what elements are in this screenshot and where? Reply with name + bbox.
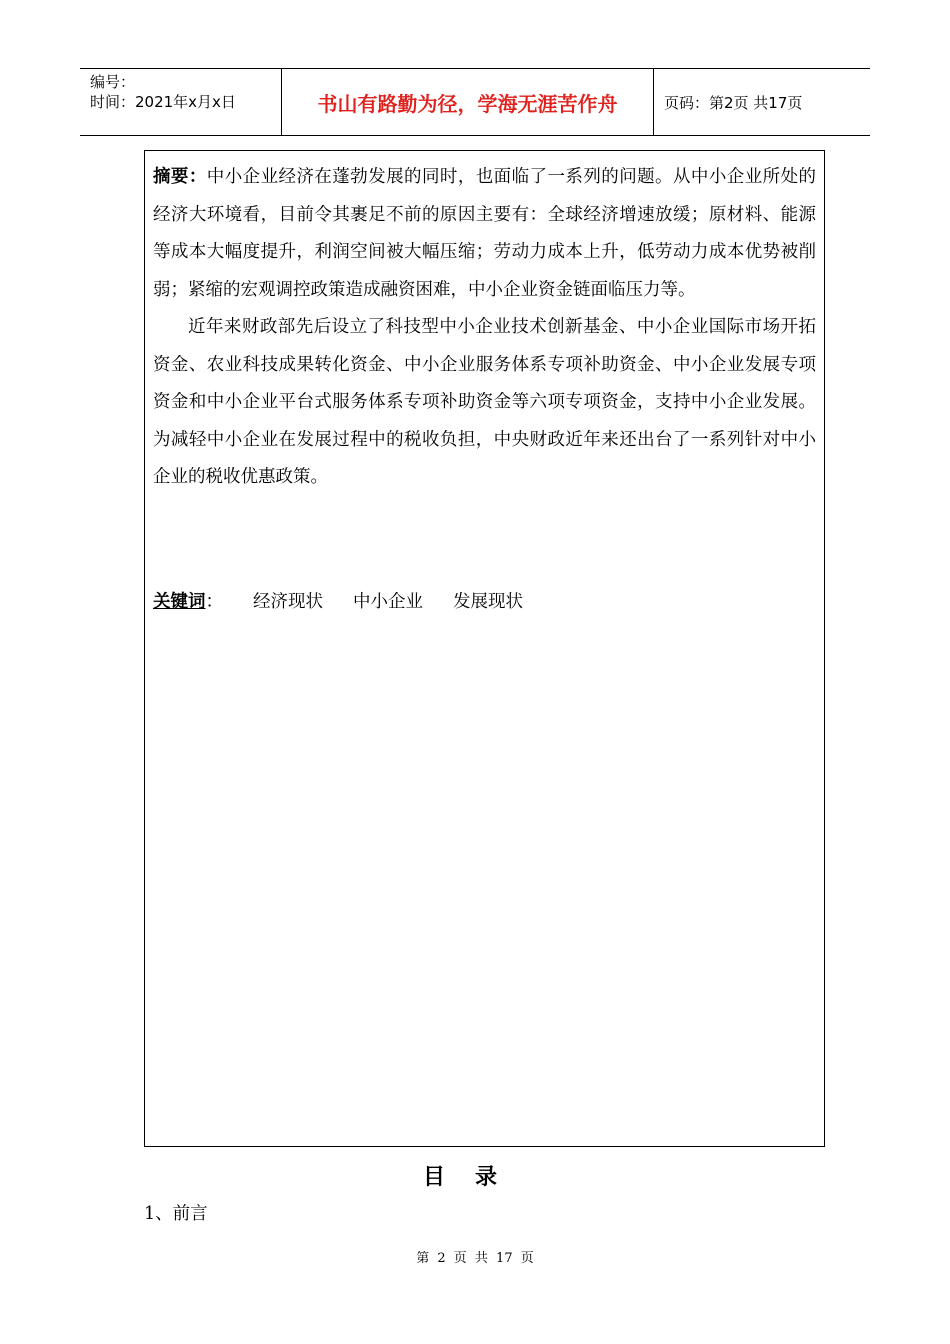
keyword-item: 发展现状: [453, 592, 523, 612]
keywords-row: [153, 588, 523, 613]
header-meta: [80, 69, 282, 135]
header-page-info: 页码：第2页 共17页: [664, 93, 803, 112]
toc-item: 1、前言: [144, 1204, 208, 1224]
keyword-item: 中小企业: [353, 592, 423, 612]
header-motto: 书山有路勤为径，学海无涯苦作舟: [282, 69, 654, 135]
abstract-box: [144, 150, 825, 1147]
abstract-paragraph-1: [153, 159, 816, 309]
toc-title: 目录: [422, 1165, 527, 1190]
keywords-colon: ：: [205, 592, 223, 612]
keyword-item: 经济现状: [253, 592, 323, 612]
page-footer: 第 2 页 共 17 页: [416, 1251, 534, 1266]
abstract-label: 摘要：: [153, 167, 207, 187]
abstract-text-1: 中小企业经济在蓬勃发展的同时，也面临了一系列的问题。从中小企业所处的经济大环境看，目前令其裹足不前的原因主要有：全球经济增速放缓；原材料、能源等成本大幅度提升，利润空间被大幅压缩；劳动力成本上升，低劳动力成本优势被削弱；紧缩的宏观调控政策造成融资困难，中小企业资金链面临压力等。: [153, 167, 817, 300]
abstract-paragraph-2: 近年来财政部先后设立了科技型中小企业技术创新基金、中小企业国际市场开拓资金、农业科技成果转化资金、中小企业服务体系专项补助资金、中小企业发展专项资金和中小企业平台式服务体系专项补助资金等六项专项资金，支持中小企业发展。为减轻中小企业在发展过程中的税收负担，中央财政近年来还出台了一系列针对中小企业的税收优惠政策。: [153, 317, 816, 487]
number-label: 编号：: [90, 73, 136, 91]
time-label: 时间：2021年x月x日: [90, 93, 236, 111]
page-header: [80, 68, 870, 136]
keywords-label: 关键词: [153, 592, 206, 612]
